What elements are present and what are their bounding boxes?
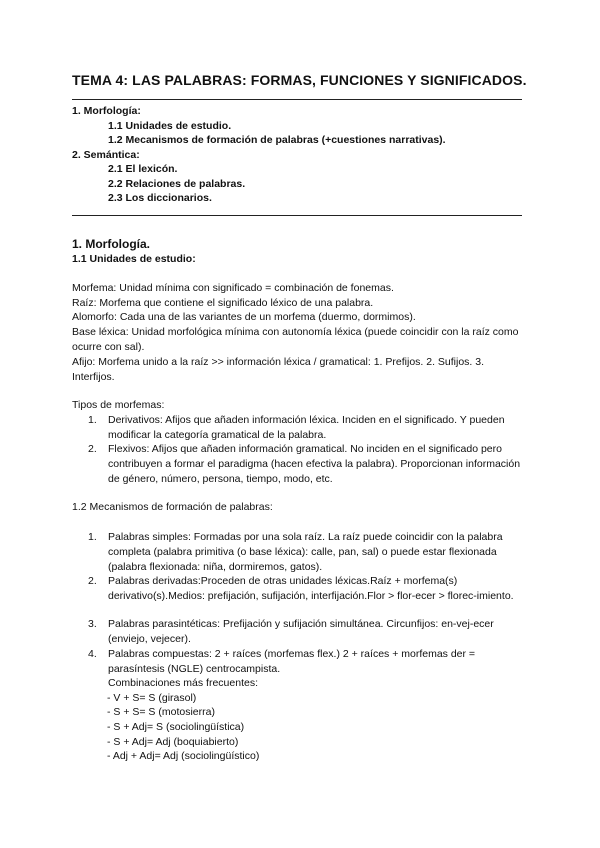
combination-item: - S + Adj= Adj (boquiabierto): [107, 736, 239, 748]
definition: Raíz: Morfema que contiene el significado léxico de una palabra.: [72, 297, 374, 309]
list-item: [88, 647, 528, 677]
list-number: 2.: [88, 443, 97, 455]
list-item: [88, 574, 528, 604]
subsection-heading: 1.1 Unidades de estudio:: [72, 253, 196, 265]
toc-unidades: 1.1 Unidades de estudio.: [108, 120, 232, 132]
list-number: 3.: [88, 618, 97, 630]
list-text: Derivativos: Afijos que añaden información léxica. Inciden en el significado. Y pueden modificar la categoría gramatical de la palabra.: [108, 414, 505, 441]
list-number: 2.: [88, 575, 97, 587]
definition: Afijo: Morfema unido a la raíz >> información léxica / gramatical: 1. Prefijos. 2. Sufijos. 3. Interfijos.: [72, 356, 485, 383]
list-item: [88, 413, 528, 443]
section-heading: 1. Morfología.: [72, 237, 150, 251]
definition: Alomorfo: Cada una de las variantes de un morfema (duermo, dormimos).: [72, 311, 416, 323]
list-text: Palabras parasintéticas: Prefijación y sufijación simultánea. Circunfijos: en-vej-ecer (enviejo, vejecer).: [108, 618, 494, 645]
toc-diccionarios: 2.3 Los diccionarios.: [108, 192, 212, 204]
list-item: [88, 442, 528, 487]
list-text: Palabras compuestas: 2 + raíces (morfemas flex.) 2 + raíces + morfemas der = parasíntesis (NGLE) centrocampista.: [108, 648, 476, 675]
list-number: 1.: [88, 531, 97, 543]
list-number: 1.: [88, 414, 97, 426]
toc-semantica: 2. Semántica:: [72, 149, 140, 161]
list-text: Palabras simples: Formadas por una sola raíz. La raíz puede coincidir con la palabra completa (palabra primitiva (o base léxica): calle, pan, sal) o puede estar flexionada (palabra flexionada: niña, dormiremos, gatos).: [108, 531, 503, 573]
tipos-title: Tipos de morfemas:: [72, 399, 165, 411]
toc-morfologia: 1. Morfología:: [72, 105, 141, 117]
toc-relaciones: 2.2 Relaciones de palabras.: [108, 178, 246, 190]
list-text: Palabras derivadas:Proceden de otras unidades léxicas.Raíz + morfema(s) derivativo(s).Medios: prefijación, sufijación, interfijación.Flor > flor-ecer > florec-imiento.: [108, 575, 514, 602]
document-title: TEMA 4: LAS PALABRAS: FORMAS, FUNCIONES Y SIGNIFICADOS.: [72, 72, 527, 88]
list-text: Flexivos: Afijos que añaden información gramatical. No inciden en el significado pero contribuyen a formar el paradigma (hacen efectiva la palabra). Proporcionan información de género, número, persona, tiempo, modo, etc.: [108, 443, 521, 485]
divider-top: [72, 99, 522, 100]
combination-item: - S + S= S (motosierra): [107, 706, 215, 718]
combination-item: - Adj + Adj= Adj (sociolingüístico): [107, 750, 260, 762]
combination-item: - V + S= S (girasol): [107, 692, 197, 704]
definition: Morfema: Unidad mínima con significado = combinación de fonemas.: [72, 282, 394, 294]
list-item: [88, 617, 528, 647]
list-number: 4.: [88, 648, 97, 660]
list-item: [88, 530, 528, 575]
definition: Base léxica: Unidad morfológica mínima con autonomía léxica (puede coincidir con la raíz como ocurre con sal).: [72, 326, 519, 353]
divider-bottom: [72, 215, 522, 216]
toc-mecanismos: 1.2 Mecanismos de formación de palabras (+cuestiones narrativas).: [108, 134, 446, 146]
mecanismos-title: 1.2 Mecanismos de formación de palabras:: [72, 501, 273, 513]
toc-lexicon: 2.1 El lexicón.: [108, 163, 178, 175]
combination-item: - S + Adj= S (sociolingüística): [107, 721, 245, 733]
combinations-title: Combinaciones más frecuentes:: [108, 677, 258, 689]
